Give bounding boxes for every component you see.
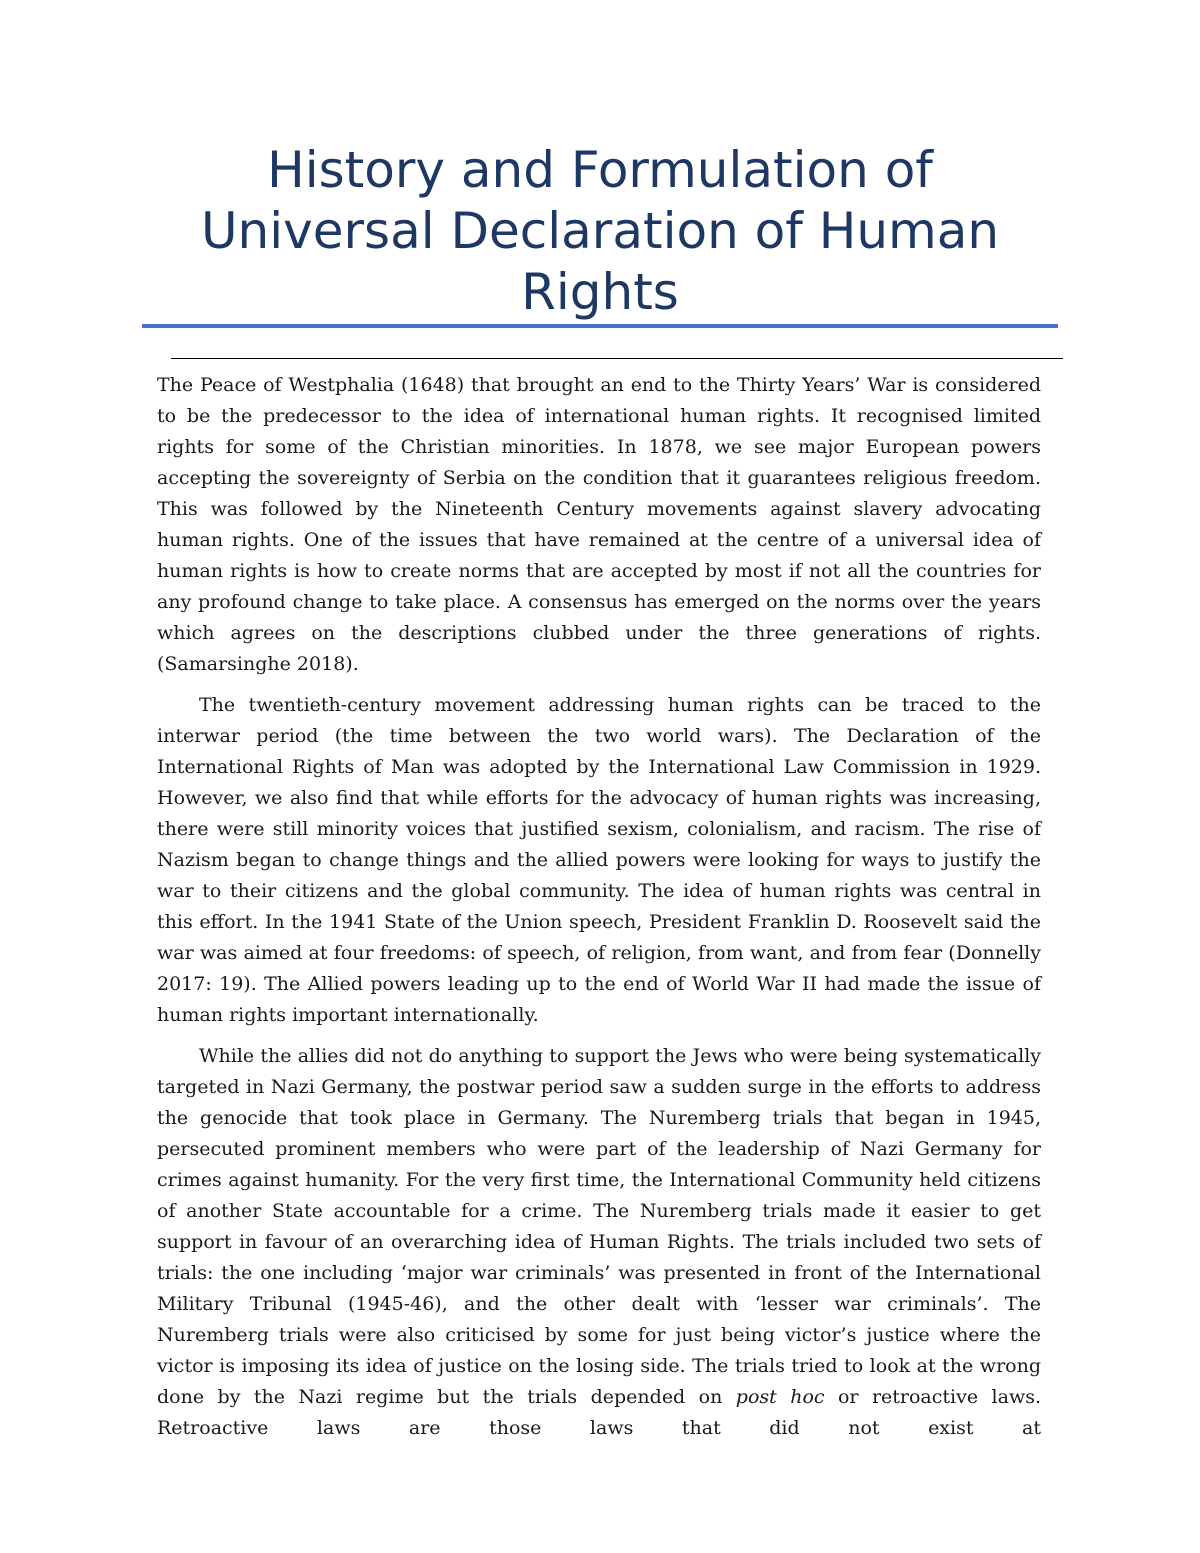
title-line: Rights [521, 263, 679, 321]
document-body [157, 370, 1041, 1454]
paragraph-text: or retroactive laws. Retroactive laws are those laws that did not exist at [157, 1386, 1041, 1439]
paragraph: The Peace of Westphalia (1648) that brought an end to the Thirty Years’ War is considered to be the predecessor to the idea of international human rights. It recognised limited rights for some of the Christian minorities. In 1878, we see major European powers accepting the sovereignty of Serbia on the condition that it guarantees religious freedom. This was followed by the Nineteenth Century movements against slavery advocating human rights. One of the issues that have remained at the centre of a universal idea of human rights is how to create norms that are accepted by most if not all the countries for any profound change to take place. A consensus has emerged on the norms over the years which agrees on the descriptions clubbed under the three generations of rights. (Samarsinghe 2018). [157, 374, 1041, 675]
title-underline [142, 324, 1058, 328]
title-line: Universal Declaration of Human [200, 202, 1000, 260]
paragraph: The twentieth-century movement addressing human rights can be traced to the interwar period (the time between the two world wars). The Declaration of the International Rights of Man was adopted by the International Law Commission in 1929. However, we also find that while efforts for the advocacy of human rights was increasing, there were still minority voices that justified sexism, colonialism, and racism. The rise of Nazism began to change things and the allied powers were looking for ways to justify the war to their citizens and the global community. The idea of human rights was central in this effort. In the 1941 State of the Union speech, President Franklin D. Roosevelt said the war was aimed at four freedoms: of speech, of religion, from want, and from fear (Donnelly 2017: 19). The Allied powers leading up to the end of World War II had made the issue of human rights important internationally. [157, 694, 1041, 1026]
section-divider [171, 358, 1063, 359]
paragraph [157, 1041, 1041, 1444]
document-title [140, 140, 1060, 323]
title-line: History and Formulation of [267, 141, 933, 199]
paragraph-text: While the allies did not do anything to support the Jews who were being systematically targeted in Nazi Germany, the postwar period saw a sudden surge in the efforts to address the genocide that took place in Germany. The Nuremberg trials that began in 1945, persecuted prominent members who were part of the leadership of Nazi Germany for crimes against humanity. For the very first time, the International Community held citizens of another State accountable for a crime. The Nuremberg trials made it easier to get support in favour of an overarching idea of Human Rights. The trials included two sets of trials: the one including ‘major war criminals’ was presented in front of the International Military Tribunal (1945-46), and the other dealt with ‘lesser war criminals’. The Nuremberg trials were also criticised by some for just being victor’s justice where the victor is imposing its idea of justice on the losing side. The trials tried to look at the wrong done by the Nazi regime but the trials depended on [157, 1045, 1041, 1408]
italic-term: post hoc [735, 1386, 825, 1408]
